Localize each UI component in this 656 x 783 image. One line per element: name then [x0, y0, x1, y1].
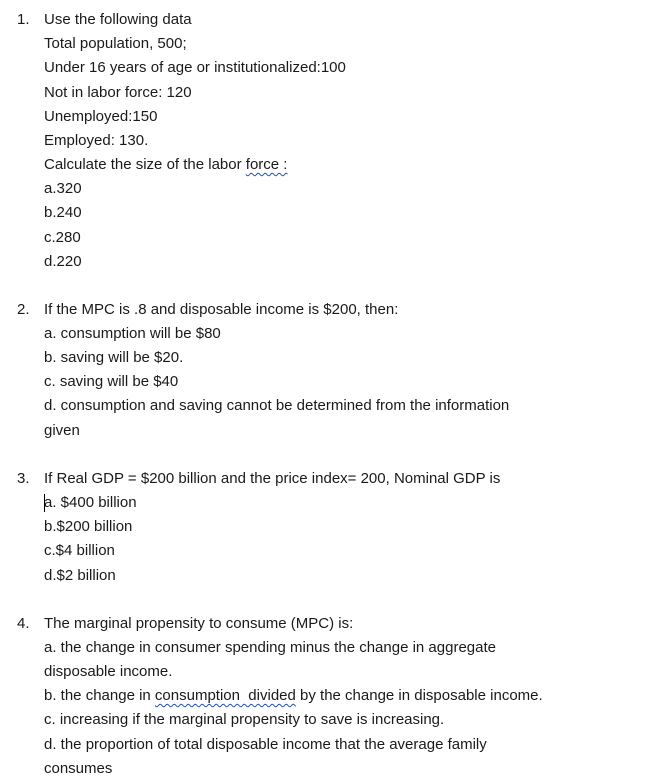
data-line: Unemployed:150: [44, 108, 158, 125]
answer-option: c. saving will be $40: [44, 373, 179, 390]
answer-option: b.240: [44, 204, 82, 221]
answer-option: b. saving will be $20.: [44, 349, 184, 366]
calculate-prompt: Calculate the size of the labor force :: [44, 156, 288, 173]
answer-option: a.320: [44, 180, 82, 197]
question-number: 4.: [17, 615, 30, 632]
answer-option: d.220: [44, 253, 82, 270]
answer-option: c.280: [44, 229, 81, 246]
answer-option: a. the change in consumer spending minus the change in aggregate: [44, 639, 496, 656]
answer-option-continued: given: [44, 422, 80, 439]
data-line: Not in labor force: 120: [44, 84, 192, 101]
data-line: Employed: 130.: [44, 132, 149, 149]
data-line: Total population, 500;: [44, 35, 187, 52]
answer-option: b.$200 billion: [44, 518, 133, 535]
answer-option: d. the proportion of total disposable income that the average family: [44, 736, 487, 753]
answer-option-continued: consumes: [44, 760, 113, 777]
question-number: 1.: [17, 11, 30, 28]
answer-option: d. consumption and saving cannot be determined from the information: [44, 397, 510, 414]
spellcheck-underline: force :: [245, 156, 288, 173]
answer-option: c.$4 billion: [44, 542, 115, 559]
answer-option: b. the change in consumption divided by the change in disposable income.: [44, 687, 543, 704]
answer-option: a. consumption will be $80: [44, 325, 221, 342]
question-number: 2.: [17, 301, 30, 318]
answer-option: d.$2 billion: [44, 567, 116, 584]
data-line: Under 16 years of age or institutionalized:100: [44, 59, 346, 76]
question-text: Use the following data: [44, 11, 192, 28]
question-number: 3.: [17, 470, 30, 487]
answer-option: a. $400 billion: [44, 494, 137, 511]
question-text: If Real GDP = $200 billion and the price index= 200, Nominal GDP is: [44, 470, 501, 487]
question-text: The marginal propensity to consume (MPC) is:: [44, 615, 354, 632]
spellcheck-underline: consumption divided: [154, 687, 296, 704]
question-text: If the MPC is .8 and disposable income is $200, then:: [44, 301, 399, 318]
answer-option: c. increasing if the marginal propensity to save is increasing.: [44, 711, 445, 728]
answer-option-continued: disposable income.: [44, 663, 173, 680]
